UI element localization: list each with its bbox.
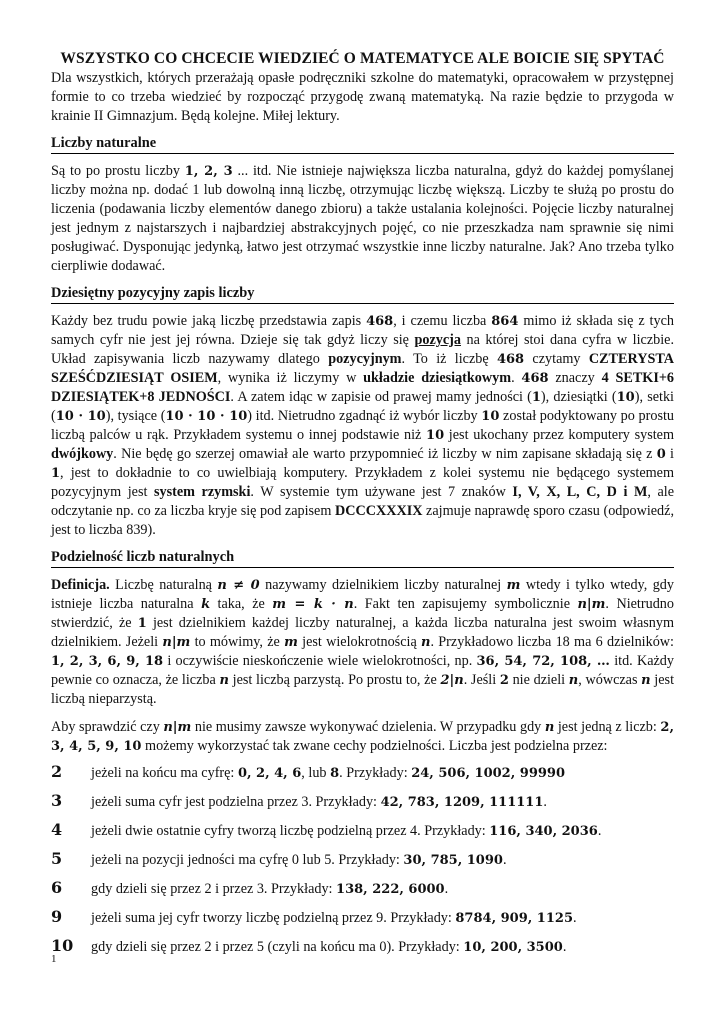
math-expression: 0 (656, 447, 666, 462)
text-run: nie musimy zawsze wykonywać dzielenia. W przypadku gdy (191, 719, 545, 735)
rule-text (91, 794, 547, 811)
text-run: ), tysiące ( (105, 408, 166, 424)
emphasis-text: układzie dziesiątkowym (363, 370, 512, 386)
text-run: . (562, 939, 567, 955)
emphasis-text: I, V, X, L, C, D i M (512, 484, 648, 500)
rule-number: 6 (51, 878, 63, 897)
text-run: . Fakt ten zapisujemy symbolicznie (353, 596, 578, 612)
emphasis-text: system rzymski (153, 484, 251, 500)
math-expression: 0, 2, 4, 6 (237, 766, 302, 781)
rule-text (91, 910, 577, 927)
text-run: znaczy (548, 370, 602, 386)
text-run: , lub (301, 765, 331, 781)
text-run: . Nietrudno stwierdzić, że (51, 596, 674, 631)
document-page (51, 0, 674, 965)
text-run: . (597, 823, 602, 839)
text-run: ), dziesiątki ( (540, 389, 617, 405)
intro-paragraph: Dla wszystkich, których przerażają opasłe podręczniki szkolne do matematyki, opracowałem w przystępnej formie to co trzeba wiedzieć by rozpocząć przygodę zwaną matematyką. Na razie będzie to przygoda w krainie II Gimnazjum. Będą kolejne. Miłej lektury. (51, 70, 674, 124)
math-expression: n (641, 673, 651, 688)
text-run: gdy dzieli się przez 2 i przez 3. Przykłady: (91, 881, 337, 897)
rule-number: 9 (51, 907, 63, 926)
section-heading: Podzielność liczb naturalnych (51, 548, 674, 568)
math-expression: 8 (330, 766, 340, 781)
math-expression: 864 (491, 314, 519, 329)
divisibility-rule-10 (51, 936, 674, 965)
text-run: jeżeli na pozycji jedności ma cyfrę 0 lub 5. Przykłady: (91, 852, 404, 868)
math-expression: 1, 2, 3 (184, 164, 233, 179)
rule-text (91, 939, 566, 956)
rule-number: 4 (51, 820, 63, 839)
math-expression: n (219, 673, 229, 688)
emphasis-text: CZTERYSTA SZEŚĆDZIESIĄT OSIEM (51, 351, 675, 386)
math-expression: 1 (51, 466, 61, 481)
math-expression: n (568, 673, 579, 688)
text-run: . (511, 370, 522, 386)
text-run: . (543, 794, 547, 810)
rule-number: 10 (51, 936, 74, 955)
text-run: jeżeli suma cyfr jest podzielna przez 3. Przykłady: (91, 794, 381, 810)
math-expression: m (506, 578, 521, 593)
document-title: WSZYSTKO CO CHCECIE WIEDZIEĆ O MATEMATYCE ALE BOICIE SIĘ SPYTAĆ (60, 50, 665, 67)
math-expression: 36, 54, 72, 108, … (476, 654, 610, 669)
text-run: . Jeśli (463, 672, 500, 688)
math-expression: n (544, 720, 555, 735)
math-expression: n ≠ 0 (217, 578, 260, 593)
math-expression: n|m (162, 635, 191, 650)
math-expression: k (201, 597, 211, 612)
text-run: Każdy bez trudu powie jaką liczbę przedstawia zapis (51, 313, 367, 329)
section-positional-notation (51, 284, 674, 540)
text-run: i (665, 446, 674, 462)
text-run: . (502, 852, 507, 868)
math-expression: n (421, 635, 431, 650)
emphasis-text: dwójkowy (51, 446, 114, 462)
emphasis-text: pozycja (414, 332, 461, 348)
text-run: . Przykłady: (339, 765, 412, 781)
text-run: jest liczbą nieparzystą. (51, 672, 675, 707)
math-expression: 468 (366, 314, 394, 329)
text-run: mimo iż składa się z tych samych cyfr nie jest jej równa. Dzieje się tak gdyż liczy się (51, 313, 674, 348)
math-expression: m = k · n (272, 597, 354, 612)
text-run: . Nie będę go szerzej omawiał ale warto przypomnieć iż liczby w nim zapisane składają się z (113, 446, 657, 462)
text-run: nazywamy dzielnikiem liczby naturalnej (259, 577, 507, 593)
math-expression: 10 (481, 409, 500, 424)
divisibility-rule-2 (51, 762, 674, 791)
text-run: zajmuje naprawdę sporo czasu (odpowiedź, jest to liczba 839). (51, 503, 674, 538)
math-expression: n|m (577, 597, 606, 612)
text-run: . (573, 910, 577, 926)
text-run: jest ukochany przez komputery system (444, 427, 674, 443)
text-run: jeżeli na końcu ma cyfrę: (91, 765, 238, 781)
text-run: na której stoi dana cyfra w liczbie. Układ zapisywania liczb nazywamy dlatego (51, 332, 674, 367)
text-run: gdy dzieli się przez 2 i przez 5 (czyli na końcu ma 0). Przykłady: (91, 939, 464, 955)
text-run: został podyktowany po prostu liczbą palców u rąk. Przykładem systemu o innej podstawie niż (51, 408, 674, 443)
text-run: . Przykładowo liczba 18 ma 6 dzielników: (430, 634, 674, 650)
text-run: , i czemu liczba (393, 313, 492, 329)
section-natural-numbers (51, 134, 674, 276)
rule-text (91, 823, 601, 840)
text-run: czytamy (524, 351, 589, 367)
math-expression: 10 (616, 390, 635, 405)
math-expression: 10 (426, 428, 445, 443)
math-expression: 2|n (440, 673, 464, 688)
section-heading: Dziesiętny pozycyjny zapis liczby (51, 284, 674, 304)
text-run: jest jedną z liczb: (554, 719, 661, 735)
math-expression: 468 (496, 352, 525, 367)
math-expression: m (284, 635, 298, 650)
math-expression: 1, 2, 3, 6, 9, 18 (51, 654, 164, 669)
text-run: . (444, 881, 449, 897)
text-run: jeżeli suma jej cyfr tworzy liczbę podzielną przez 9. Przykłady: (91, 910, 456, 926)
rule-text (91, 852, 506, 869)
divisibility-rule-4 (51, 820, 674, 849)
text-run: , jest to dokładnie to co uwielbiają komputery. Przykładem z kolei systemu nie będącego systemem pozycyjnym jest (51, 465, 674, 500)
rule-text (91, 881, 448, 898)
text-run: ), setki ( (51, 389, 674, 424)
rule-examples: 8784, 909, 1125 (455, 911, 573, 926)
rule-number: 3 (51, 791, 63, 810)
rule-number: 2 (51, 762, 63, 781)
text-run: i oczywiście nieskończenie wiele wielokrotności, np. (163, 653, 477, 669)
section-paragraph (51, 162, 674, 276)
definition-label: Definicja. (51, 577, 110, 593)
rule-text (91, 765, 565, 782)
text-run: Są to po prostu liczby (51, 163, 185, 179)
rule-examples: 10, 200, 3500 (463, 940, 563, 955)
text-run: wtedy i tylko wtedy, gdy istnieje liczba naturalna (51, 577, 674, 612)
text-run: itd. Każdy pewnie co oznacza, że liczba (51, 653, 674, 688)
divisibility-rule-3 (51, 791, 674, 820)
rule-examples: 138, 222, 6000 (336, 882, 445, 897)
rule-examples: 116, 340, 2036 (489, 824, 598, 839)
text-run: jest dzielnikiem każdej liczby naturalnej, a każda liczba naturalna jest swoim własnym dzielnikiem. Jeżeli (51, 615, 674, 650)
math-expression: 1 (531, 390, 541, 405)
text-run: taka, że (210, 596, 273, 612)
section-heading: Liczby naturalne (51, 134, 674, 154)
math-expression: 2, 3, 4, 5, 9, 10 (51, 720, 674, 754)
divisibility-rule-9 (51, 907, 674, 936)
math-expression: 10 · 10 · 10 (165, 409, 248, 424)
divisibility-rule-6 (51, 878, 674, 907)
rule-number: 5 (51, 849, 63, 868)
math-expression: 10 · 10 (55, 409, 106, 424)
text-run: nie dzieli (508, 672, 569, 688)
definition-paragraph (51, 576, 674, 709)
math-expression: 2 (499, 673, 509, 688)
divisibility-rules-list (51, 762, 674, 965)
text-run: . W systemie tym używane jest 7 znaków (250, 484, 513, 500)
emphasis-text: pozycyjnym (328, 351, 402, 367)
text-run: jeżeli dwie ostatnie cyfry tworzą liczbę podzielną przez 4. Przykłady: (91, 823, 490, 839)
math-expression: n|m (163, 720, 192, 735)
emphasis-text: DCCCXXXIX (334, 503, 423, 519)
text-run: Liczbę naturalną (109, 577, 218, 593)
math-expression: 468 (521, 371, 549, 386)
text-run: ... itd. Nie istnieje największa liczba naturalna, gdyż do każdej pomyślanej liczby można np. dodać 1 lub dowolną inną liczbę, otrzymując liczbę większą. Liczby te służą po prostu do liczenia (podawania liczby elementów danego zbioru) a także ustalania kolejności. Pojęcie liczby naturalnej jest jednym z najstarszych i najbardziej abstrakcyjnych pojęć, co nie przeszkadza nam sprawnie się nimi posługiwać. Dysponując jedynką, łatwo jest otrzymać wszystkie inne liczby naturalne. Jak? Ano trzeba tylko cierpliwie dodawać. (51, 163, 674, 274)
rule-examples: 42, 783, 1209, 111111 (380, 795, 544, 810)
rule-examples: 24, 506, 1002, 99990 (411, 766, 566, 781)
emphasis-text: 4 SETKI+6 DZIESIĄTEK+8 JEDNOŚCI (51, 370, 675, 405)
page-number: 1 (51, 953, 57, 965)
text-run: . A zatem idąc w zapisie od prawej mamy jedności ( (230, 389, 532, 405)
math-expression: 1 (137, 616, 147, 631)
text-run: . To iż liczbę (401, 351, 497, 367)
divisibility-intro-paragraph (51, 718, 674, 756)
section-divisibility (51, 548, 674, 965)
divisibility-rule-5 (51, 849, 674, 878)
text-run: ) itd. Nietrudno zgadnąć iż wybór liczby (247, 408, 482, 424)
text-run: jest liczbą parzystą. Po prostu to, że (228, 672, 441, 688)
rule-examples: 30, 785, 1090 (403, 853, 503, 868)
text-run: Aby sprawdzić czy (51, 719, 164, 735)
text-run: możemy wykorzystać tak zwane cechy podzielności. Liczba jest podzielna przez: (141, 738, 608, 754)
text-run: to mówimy, że (190, 634, 285, 650)
text-run: jest wielokrotnością (297, 634, 422, 650)
text-run: , wynika iż liczymy w (217, 370, 364, 386)
text-run: , ale odczytanie np. co za liczba kryje się pod zapisem (51, 484, 674, 519)
section-paragraph (51, 312, 674, 540)
text-run: , wówczas (578, 672, 642, 688)
